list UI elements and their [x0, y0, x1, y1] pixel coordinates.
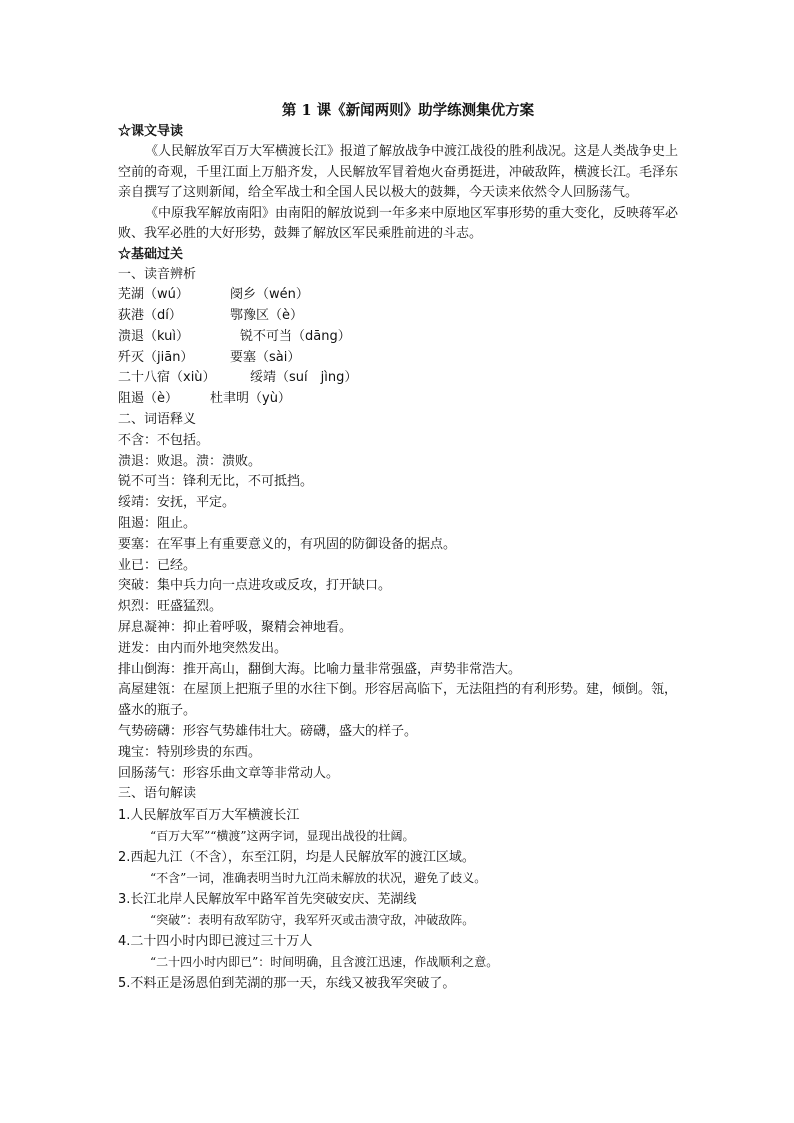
- sentence-explanation: “二十四小时内即已”：时间明确，且含渡江迅速，作战顺利之意。: [150, 955, 499, 970]
- vocabulary-item: 不含：不包括。: [118, 432, 210, 448]
- subheading-vocabulary: 二、词语释义: [118, 412, 197, 428]
- pronunciation-word: 锐不可当（dāng）: [240, 328, 351, 344]
- pronunciation-word: 溃退（kuì）: [118, 328, 189, 344]
- sentence-explanation: “突破”：表明有敌军防守，我军歼灭或击溃守敌，冲破敌阵。: [150, 913, 475, 928]
- pronunciation-word: 二十八宿（xiù）: [118, 370, 216, 386]
- sentence-explanation: “百万大军”“横渡”这两字词，显现出战役的壮阔。: [150, 829, 415, 844]
- vocabulary-item: 锐不可当：锋利无比，不可抵挡。: [118, 474, 314, 490]
- pronunciation-row: [118, 389, 678, 410]
- pronunciation-row: [118, 348, 678, 369]
- page-title: 第 1 课《新闻两则》助学练测集优方案: [281, 102, 535, 119]
- subheading-pronunciation: 一、读音辨析: [118, 266, 197, 282]
- vocabulary-item: 阻遏：阻止。: [118, 516, 197, 532]
- vocabulary-item: 高屋建瓴：在屋顶上把瓶子里的水往下倒。形容居高临下，无法阻挡的有利形势。建，倾倒。瓴，盛水的瓶子。: [118, 682, 678, 719]
- vocabulary-item: 排山倒海：推开高山，翻倒大海。比喻力量非常强盛，声势非常浩大。: [118, 661, 522, 677]
- pronunciation-word: 绥靖（suí jìng）: [250, 370, 358, 386]
- section-heading-intro: ☆课文导读: [118, 124, 184, 139]
- pronunciation-word: 芜湖（wú）: [118, 287, 189, 303]
- section-heading-basics: ☆基础过关: [118, 246, 184, 262]
- pronunciation-row: [118, 368, 678, 389]
- pronunciation-row: [118, 306, 678, 327]
- pronunciation-word: 鄂豫区（è）: [230, 308, 303, 324]
- vocabulary-item: 溃退：败退。溃：溃败。: [118, 453, 262, 469]
- vocabulary-item: 气势磅礴：形容气势雄伟壮大。磅礴，盛大的样子。: [118, 724, 418, 740]
- document-page: [118, 100, 678, 994]
- vocabulary-item: 要塞：在军事上有重要意义的，有巩固的防御设备的据点。: [118, 536, 457, 552]
- pronunciation-word: 杜聿明（yù）: [210, 391, 291, 407]
- sentence-question: 3.长江北岸人民解放军中路军首先突破安庆、芜湖线: [118, 892, 417, 908]
- sentence-question: 2.西起九江（不含），东至江阴，均是人民解放军的渡江区域。: [118, 850, 475, 866]
- subheading-sentences: 三、语句解读: [118, 786, 197, 802]
- pronunciation-word: 要塞（sài）: [230, 349, 301, 365]
- sentence-question: 4.二十四小时内即已渡过三十万人: [118, 934, 313, 950]
- pronunciation-word: 阌乡（wén）: [230, 287, 309, 303]
- vocabulary-item: 迸发：由内而外地突然发出。: [118, 640, 288, 656]
- pronunciation-row: [118, 285, 678, 306]
- sentence-explanation: “不含”一词，准确表明当时九江尚未解放的状况，避免了歧义。: [150, 871, 487, 886]
- intro-paragraph: 《中原我军解放南阳》由南阳的解放说到一年多来中原地区军事形势的重大变化，反映蒋军必败、我军必胜的大好形势，鼓舞了解放区军民乘胜前进的斗志。: [118, 205, 679, 241]
- vocabulary-item: 业已：已经。: [118, 557, 197, 573]
- pronunciation-list: [118, 285, 678, 410]
- vocabulary-item: 回肠荡气：形容乐曲文章等非常动人。: [118, 765, 340, 781]
- vocabulary-item: 瑰宝：特别珍贵的东西。: [118, 744, 262, 760]
- pronunciation-word: 阻遏（è）: [118, 391, 178, 407]
- vocabulary-item: 突破：集中兵力向一点进攻或反攻，打开缺口。: [118, 578, 392, 594]
- pronunciation-word: 歼灭（jiān）: [118, 349, 194, 365]
- vocabulary-item: 屏息凝神：抑止着呼吸，聚精会神地看。: [118, 620, 353, 636]
- pronunciation-word: 荻港（dí）: [118, 308, 182, 324]
- vocabulary-list: [118, 431, 678, 785]
- sentence-question: 5.不料正是汤恩伯到芜湖的那一天，东线又被我军突破了。: [118, 976, 456, 992]
- pronunciation-row: [118, 327, 678, 348]
- sentence-question: 1.人民解放军百万大军横渡长江: [118, 808, 300, 824]
- vocabulary-item: 绥靖：安抚，平定。: [118, 495, 236, 511]
- sentence-list: [118, 805, 678, 994]
- intro-paragraph: 《人民解放军百万大军横渡长江》报道了解放战争中渡江战役的胜利战况。这是人类战争史上空前的奇观，千里江面上万船齐发，人民解放军冒着炮火奋勇挺进，冲破敌阵，横渡长江。毛泽东亲自撰写了这则新闻，给全军战士和全国人民以极大的鼓舞，今天读来依然令人回肠荡气。: [118, 144, 679, 200]
- vocabulary-item: 炽烈：旺盛猛烈。: [118, 599, 223, 615]
